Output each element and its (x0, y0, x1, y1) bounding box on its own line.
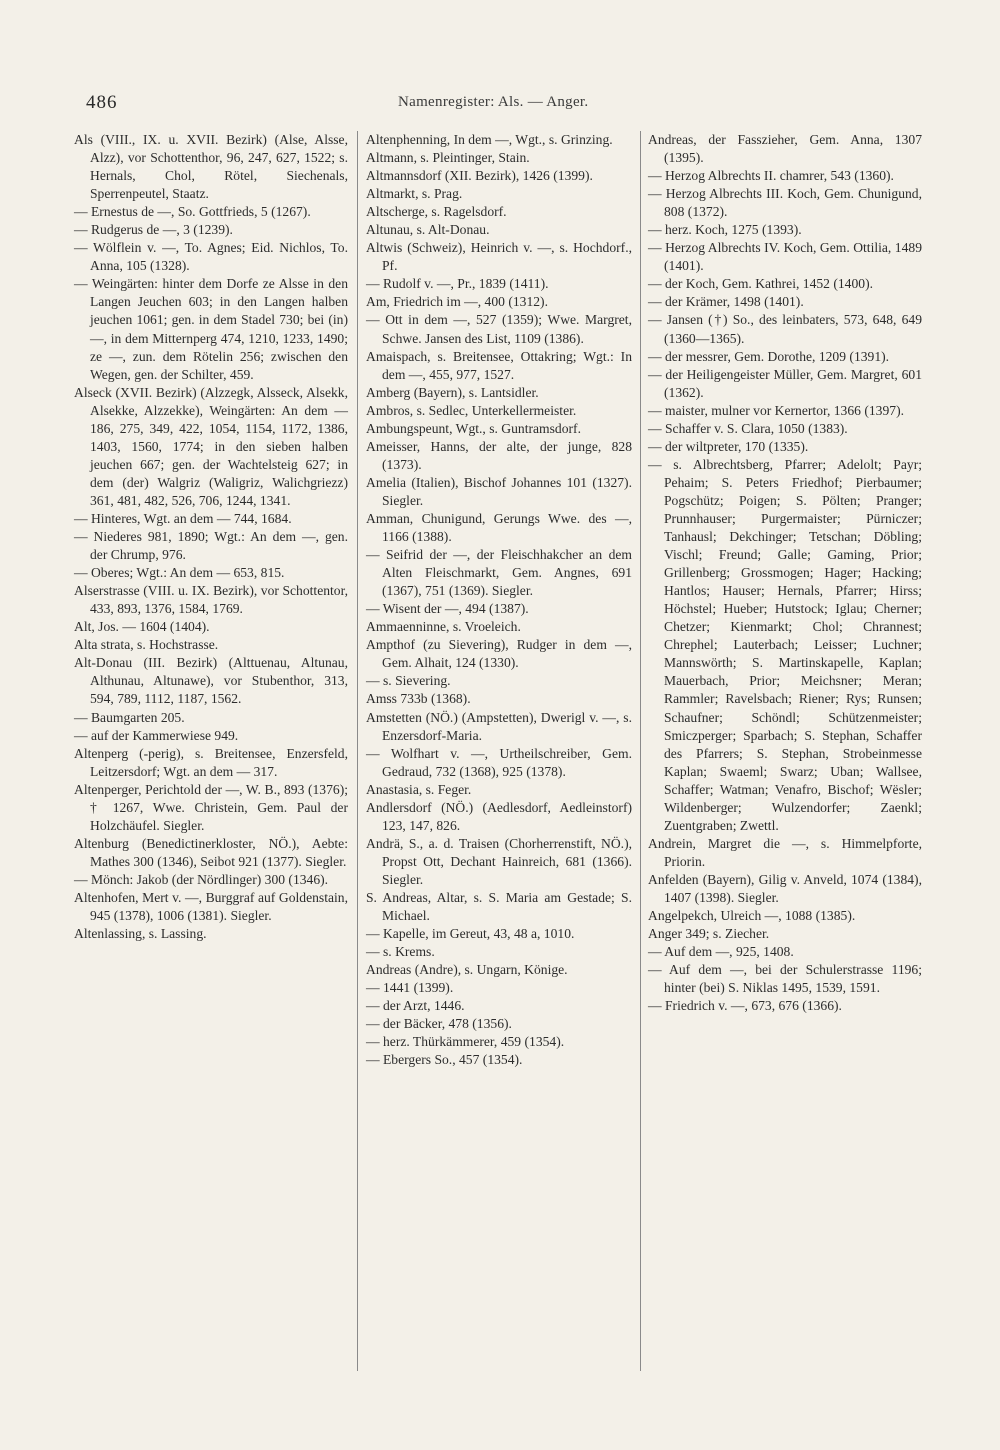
index-entry: Amstetten (NÖ.) (Ampstetten), Dwerigl v. —, s. Enzersdorf-Maria. (366, 709, 632, 743)
index-entry: Ambungspeunt, Wgt., s. Guntramsdorf. (366, 420, 581, 436)
index-entry: Andrein, Margret die —, s. Himmelpforte, Priorin. (648, 835, 922, 869)
index-entry: Amman, Chunigund, Gerungs Wwe. des —, 1166 (1388). (366, 510, 632, 545)
index-entry: Altenlassing, s. Lassing. (74, 926, 207, 942)
index-column-2 (366, 131, 632, 1069)
index-entry: — der messrer, Gem. Dorothe, 1209 (1391). (648, 348, 890, 364)
page-number: 486 (86, 92, 118, 113)
index-entry: Altenburg (Benedictinerkloster, NÖ.), Aebte: Mathes 300 (1346), Seibot 921 (1377). Siegler. (74, 835, 348, 869)
index-entry: Altscherge, s. Ragelsdorf. (366, 204, 507, 220)
index-entry: — herz. Koch, 1275 (1393). (648, 222, 802, 238)
page-header (0, 92, 1000, 122)
index-entry: Alt, Jos. — 1604 (1404). (74, 619, 210, 635)
index-entry: Als (VIII., IX. u. XVII. Bezirk) (Alse, Alsse, Alzz), vor Schottenthor, 96, 247, 627, 1522; s. Hernals, Chol, Rötel, Siechenals, Sperrenpeutel, Staatz. (74, 132, 348, 202)
index-entry: — Ebergers So., 457 (1354). (366, 1052, 523, 1068)
index-entry: Altenperg (-perig), s. Breitensee, Enzersfeld, Leitzersdorf; Wgt. an dem — 317. (74, 745, 348, 779)
index-entry: — Mönch: Jakob (der Nördlinger) 300 (1346). (74, 871, 329, 887)
index-entry: — der wiltpreter, 170 (1335). (648, 438, 809, 454)
index-entry: Amss 733b (1368). (366, 691, 471, 707)
index-entry: — herz. Thürkämmerer, 459 (1354). (366, 1034, 565, 1050)
column-divider (357, 131, 358, 1371)
index-entry: Andreas (Andre), s. Ungarn, Könige. (366, 962, 568, 978)
index-entry: — s. Albrechtsberg, Pfarrer; Adelolt; Payr; Pehaim; S. Peters Friedhof; Pierbaumer; Pogschütz; Poigen; S. Pölten; Pranger; Prunnhauser; Purgermaister; Pürniczer; Tanhausl; Dekchinger; Tetschan; Döbling; Vischl; Freund; Galle; Gaming, Prior; Grillenberg; Grossmogen; Hager; Hacking; Hantlos; Hauser; Hernals, Pfarrer; Hirss; Höchstel; Hueber; Hutstock; Iglau; Cherner; Chetzer; Kienmarkt; Chol; Chrannest; Chrephel; Lauterbach; Leisser; Luchner; Mannswörth; S. Martinskapelle, Kaplan; Mauerbach, Prior; Meichsner; Meran; Rammler; Ravelsbach; Riener; Rys; Runsen; Schaufner; Schöndl; Schützenmeister; Smiczperger; Sparbach; S. Stephan, Schaffer des Pfarrers; S. Stephan, Strobeinmesse Kaplan; Swaeml; Swarz; Uban; Wallsee, Schaffer; Watman; Venafro, Bischof; Wësler; Wildenberger; Wulzendorfer; Zaenkl; Zuentgraben; Zwettl. (648, 456, 922, 833)
index-entry: — 1441 (1399). (366, 980, 454, 996)
index-entry: Amelia (Italien), Bischof Johannes 101 (1327). Siegler. (366, 474, 632, 508)
index-entry: Altenphenning, In dem —, Wgt., s. Grinzing. (366, 132, 613, 147)
index-entry: Altmannsdorf (XII. Bezirk), 1426 (1399). (366, 168, 593, 184)
index-entry: Andlersdorf (NÖ.) (Aedlesdorf, Aedleinstorf) 123, 147, 826. (366, 799, 632, 833)
index-entry: S. Andreas, Altar, s. S. Maria am Gestade; S. Michael. (366, 889, 632, 924)
index-entry: — Kapelle, im Gereut, 43, 48 a, 1010. (366, 926, 575, 942)
column-divider (640, 131, 641, 1371)
index-entry: — Jansen (†) So., des leinbaters, 573, 648, 649 (1360—1365). (648, 312, 922, 346)
index-entry: — s. Sievering. (366, 673, 451, 689)
index-entry: Alseck (XVII. Bezirk) (Alzzegk, Alsseck, Alsekk, Alsekke, Alzzekke), Weingärten: An dem — 186, 275, 349, 422, 1054, 1154, 1172, 1386, 1403, 1560, 1774; in den sieben halben jeuchen 667; gen. der Wachtelsteig 627; in dem (der) Walgriz (Waligriz, Walichgriezz) 361, 481, 482, 526, 706, 1244, 1341. (74, 384, 348, 508)
index-entry: Altenhofen, Mert v. —, Burggraf auf Goldenstain, 945 (1378), 1006 (1381). Siegler. (74, 889, 348, 924)
index-entry: Ameisser, Hanns, der alte, der junge, 828 (1373). (366, 438, 632, 472)
index-entry: Anfelden (Bayern), Gilig v. Anveld, 1074 (1384), 1407 (1398). Siegler. (648, 871, 922, 905)
index-entry: — Rudgerus de —, 3 (1239). (74, 222, 233, 238)
index-entry: — s. Krems. (366, 944, 435, 960)
index-entry: Anastasia, s. Feger. (366, 781, 472, 797)
index-entry: Ampthof (zu Sievering), Rudger in dem —, Gem. Alhait, 124 (1330). (366, 637, 632, 671)
index-entry: Amberg (Bayern), s. Lantsidler. (366, 384, 539, 400)
index-entry: — der Krämer, 1498 (1401). (648, 294, 804, 310)
index-entry: Ammaenninne, s. Vroeleich. (366, 619, 521, 635)
index-entry: — Herzog Albrechts IV. Koch, Gem. Ottilia, 1489 (1401). (648, 240, 922, 274)
index-entry: Am, Friedrich im —, 400 (1312). (366, 294, 548, 310)
index-entry: — Wölflein v. —, To. Agnes; Eid. Nichlos, To. Anna, 105 (1328). (74, 240, 348, 274)
index-entry: — der Bäcker, 478 (1356). (366, 1016, 512, 1032)
index-column-1 (74, 131, 348, 943)
index-column-3 (648, 131, 922, 1015)
index-entry: — maister, mulner vor Kernertor, 1366 (1397). (648, 402, 904, 418)
index-entry: — Schaffer v. S. Clara, 1050 (1383). (648, 420, 848, 436)
running-head: Namenregister: Als. — Anger. (398, 94, 589, 110)
index-entry: — Ernestus de —, So. Gottfrieds, 5 (1267). (74, 204, 311, 220)
index-entry: — Baumgarten 205. (74, 709, 185, 725)
index-entry: Altmann, s. Pleintinger, Stain. (366, 150, 530, 166)
index-entry: — Hinteres, Wgt. an dem — 744, 1684. (74, 510, 292, 526)
index-entry: — auf der Kammerwiese 949. (74, 727, 239, 743)
index-entry: — Herzog Albrechts II. chamrer, 543 (1360). (648, 168, 894, 184)
index-entry: Andreas, der Fasszieher, Gem. Anna, 1307 (1395). (648, 132, 922, 166)
index-entry: Altenperger, Perichtold der —, W. B., 893 (1376); † 1267, Wwe. Christein, Gem. Paul der Holzchäufel. Siegler. (74, 781, 348, 833)
index-entry: — Rudolf v. —, Pr., 1839 (1411). (366, 276, 549, 292)
index-entry: Alt-Donau (III. Bezirk) (Alttuenau, Altunau, Althunau, Altunawe), vor Stubenthor, 313, 594, 789, 1112, 1187, 1562. (74, 655, 348, 707)
index-entry: — der Heiligengeister Müller, Gem. Margret, 601 (1362). (648, 366, 922, 400)
index-entry: Anger 349; s. Ziecher. (648, 926, 770, 942)
index-entry: — Wolfhart v. —, Urtheilschreiber, Gem. Gedraud, 732 (1368), 925 (1378). (366, 745, 632, 779)
index-entry: Alta strata, s. Hochstrasse. (74, 637, 219, 653)
index-entry: Altmarkt, s. Prag. (366, 186, 463, 202)
index-entry: — Herzog Albrechts III. Koch, Gem. Chunigund, 808 (1372). (648, 186, 922, 220)
index-entry: Altunau, s. Alt-Donau. (366, 222, 490, 238)
index-entry: Amaispach, s. Breitensee, Ottakring; Wgt.: In dem —, 455, 977, 1527. (366, 348, 632, 382)
index-entry: — Weingärten: hinter dem Dorfe ze Alsse in den Langen Jeuchen 603; in den Langen halben jeuchen 1061; gen. in dem Stadel 730; bei (in) —, in dem Mitternperg 474, 1210, 1233, 1490; ze —, zun. dem Rötelin 256; zwischen den Wegen, gen. der Schilter, 459. (74, 276, 348, 382)
index-entry: Angelpekch, Ulreich —, 1088 (1385). (648, 908, 856, 924)
index-entry: — Auf dem —, bei der Schulerstrasse 1196; hinter (bei) S. Niklas 1495, 1539, 1591. (648, 962, 922, 996)
index-entry: — Friedrich v. —, 673, 676 (1366). (648, 998, 842, 1014)
index-entry: — Niederes 981, 1890; Wgt.: An dem —, gen. der Chrump, 976. (74, 529, 348, 563)
index-entry: Alserstrasse (VIII. u. IX. Bezirk), vor Schottentor, 433, 893, 1376, 1584, 1769. (74, 583, 348, 617)
index-entry: — Ott in dem —, 527 (1359); Wwe. Margret, Schwe. Jansen des List, 1109 (1386). (366, 312, 632, 346)
index-entry: — Wisent der —, 494 (1387). (366, 601, 529, 617)
index-entry: — Seifrid der —, der Fleischhakcher an dem Alten Fleischmarkt, Gem. Angnes, 691 (1367), 751 (1369). Siegler. (366, 547, 632, 599)
index-entry: Ambros, s. Sedlec, Unterkellermeister. (366, 402, 577, 418)
index-entry: — der Arzt, 1446. (366, 998, 465, 1014)
index-entry: — Auf dem —, 925, 1408. (648, 944, 794, 960)
index-entry: Altwis (Schweiz), Heinrich v. —, s. Hochdorf., Pf. (366, 240, 632, 274)
index-entry: Andrä, S., a. d. Traisen (Chorherrenstift, NÖ.), Propst Ott, Dechant Hainreich, 681 (1366). Siegler. (366, 835, 632, 887)
index-entry: — Oberes; Wgt.: An dem — 653, 815. (74, 565, 285, 581)
index-entry: — der Koch, Gem. Kathrei, 1452 (1400). (648, 276, 873, 292)
